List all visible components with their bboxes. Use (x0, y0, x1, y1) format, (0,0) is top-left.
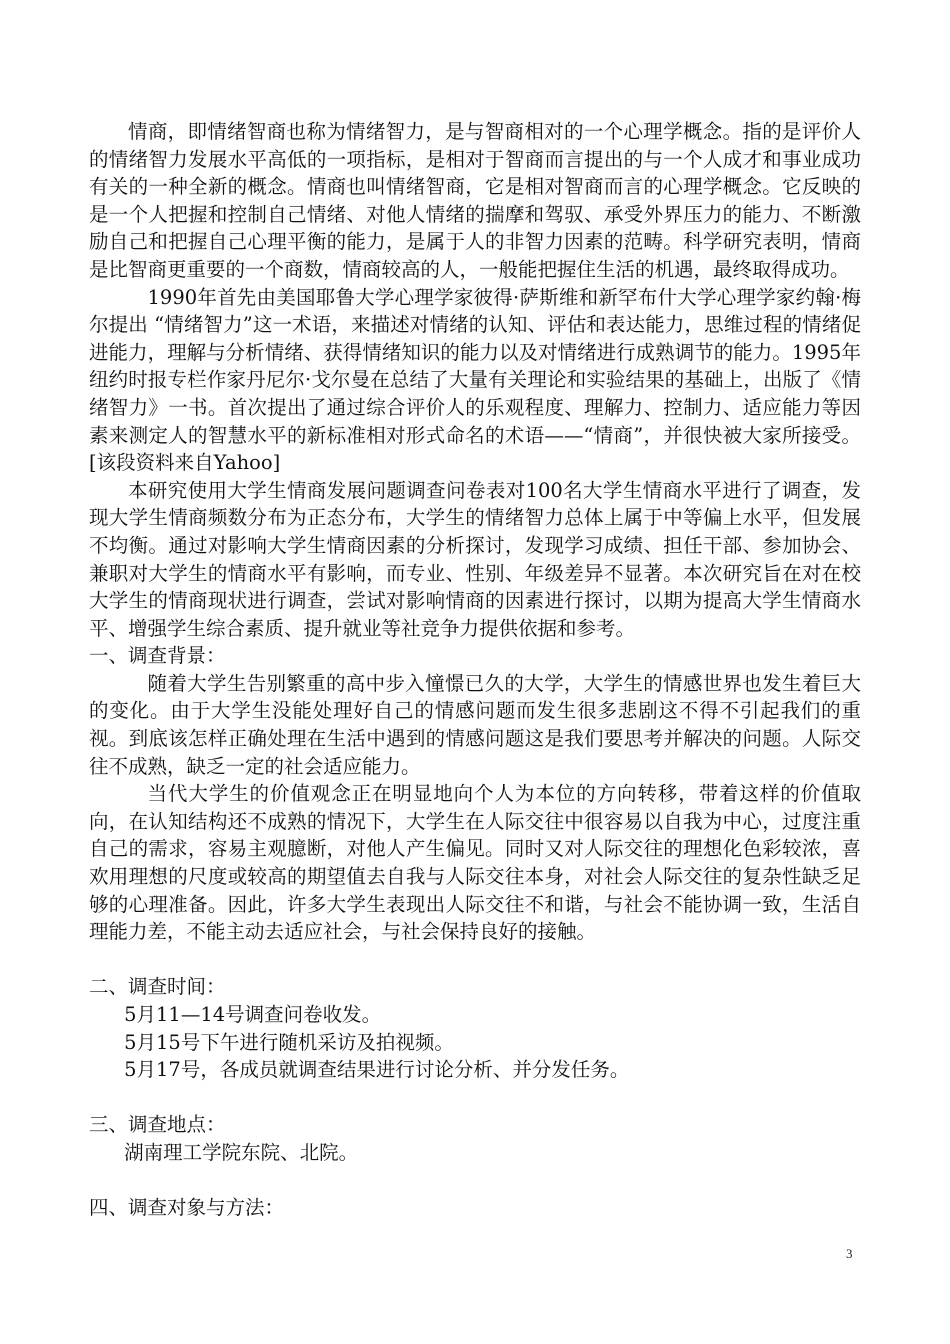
time-item: 5月11—14号调查问卷收发。 (124, 1003, 382, 1026)
page-number: 3 (846, 1246, 853, 1261)
blank-line (89, 1167, 861, 1195)
background-paragraph-1: 随着大学生告别繁重的高中步入憧憬已久的大学，大学生的情感世界也发生着巨大的变化。由于大学生没能处理好自己的情感问题而发生很多悲剧这不得不引起我们的重视。到底该怎样正确处理在生活中遇到的情感问题这是我们要思考并解决的问题。人际交往不成熟，缺乏一定的社会适应能力。 (89, 671, 861, 778)
section-heading-subjects-methods: 四、调查对象与方法： (89, 1196, 285, 1220)
document-body (89, 118, 861, 1222)
study-summary-paragraph: 本研究使用大学生情商发展问题调查问卷表对100名大学生情商水平进行了调查，发现大学生情商频数分布为正态分布，大学生的情绪智力总体上属于中等偏上水平，但发展不均衡。通过对影响大学生情商因素的分析探讨，发现学习成绩、担任干部、参加协会、兼职对大学生的情商水平有影响，而专业、性别、年级差异不显著。本次研究旨在对在校大学生的情商现状进行调查，尝试对影响情商的因素进行探讨，以期为提高大学生情商水平、增强学生综合素质、提升就业等社竞争力提供依据和参考。 (89, 478, 861, 640)
blank-line (89, 946, 861, 974)
history-paragraph: 1990年首先由美国耶鲁大学心理学家彼得·萨斯维和新罕布什大学心理学家约翰·梅尔提出 “情绪智力”这一术语，来描述对情绪的认知、评估和表达能力，思维过程的情绪促进能力，理解与分析情绪、获得情绪知识的能力以及对情绪进行成熟调节的能力。1995年纽约时报专栏作家丹尼尔·戈尔曼在总结了大量有关理论和实验结果的基础上，出版了《情绪智力》一书。首次提出了通过综合评价人的乐观程度、理解力、控制力、适应能力等因素来测定人的智慧水平的新标准相对形式命名的术语——“情商”，并很快被大家所接受。[该段资料来自Yahoo] (89, 285, 861, 475)
section-heading-time: 二、调查时间： (89, 975, 226, 999)
time-item: 5月15号下午进行随机采访及拍视频。 (124, 1030, 454, 1054)
section-heading-location: 三、调查地点： (89, 1113, 226, 1137)
location-item: 湖南理工学院东院、北院。 (124, 1140, 359, 1164)
intro-paragraph: 情商，即情绪智商也称为情绪智力，是与智商相对的一个心理学概念。指的是评价人的情绪智力发展水平高低的一项指标，是相对于智商而言提出的与一个人成才和事业成功有关的一种全新的概念。情商也叫情绪智商，它是相对智商而言的心理学概念。它反映的是一个人把握和控制自己情绪、对他人情绪的揣摩和驾驭、承受外界压力的能力、不断激励自己和把握自己心理平衡的能力，是属于人的非智力因素的范畴。科学研究表明，情商是比智商更重要的一个商数，情商较高的人，一般能把握住生活的机遇，最终取得成功。 (89, 120, 861, 281)
background-paragraph-2: 当代大学生的价值观念正在明显地向个人为本位的方向转移，带着这样的价值取向，在认知结构还不成熟的情况下，大学生在人际交往中很容易以自我为中心，过度注重自己的需求，容易主观臆断，对他人产生偏见。同时又对人际交往的理想化色彩较浓，喜欢用理想的尺度或较高的期望值去自我与人际交往本身，对社会人际交往的复杂性缺乏足够的心理准备。因此，许多大学生表现出人际交往不和谐，与社会不能协调一致，生活自理能力差，不能主动去适应社会，与社会保持良好的接触。 (89, 782, 861, 944)
section-heading-background: 一、调查背景： (89, 644, 226, 668)
blank-line (89, 1084, 861, 1112)
time-item: 5月17号，各成员就调查结果进行讨论分析、并分发任务。 (124, 1058, 630, 1082)
